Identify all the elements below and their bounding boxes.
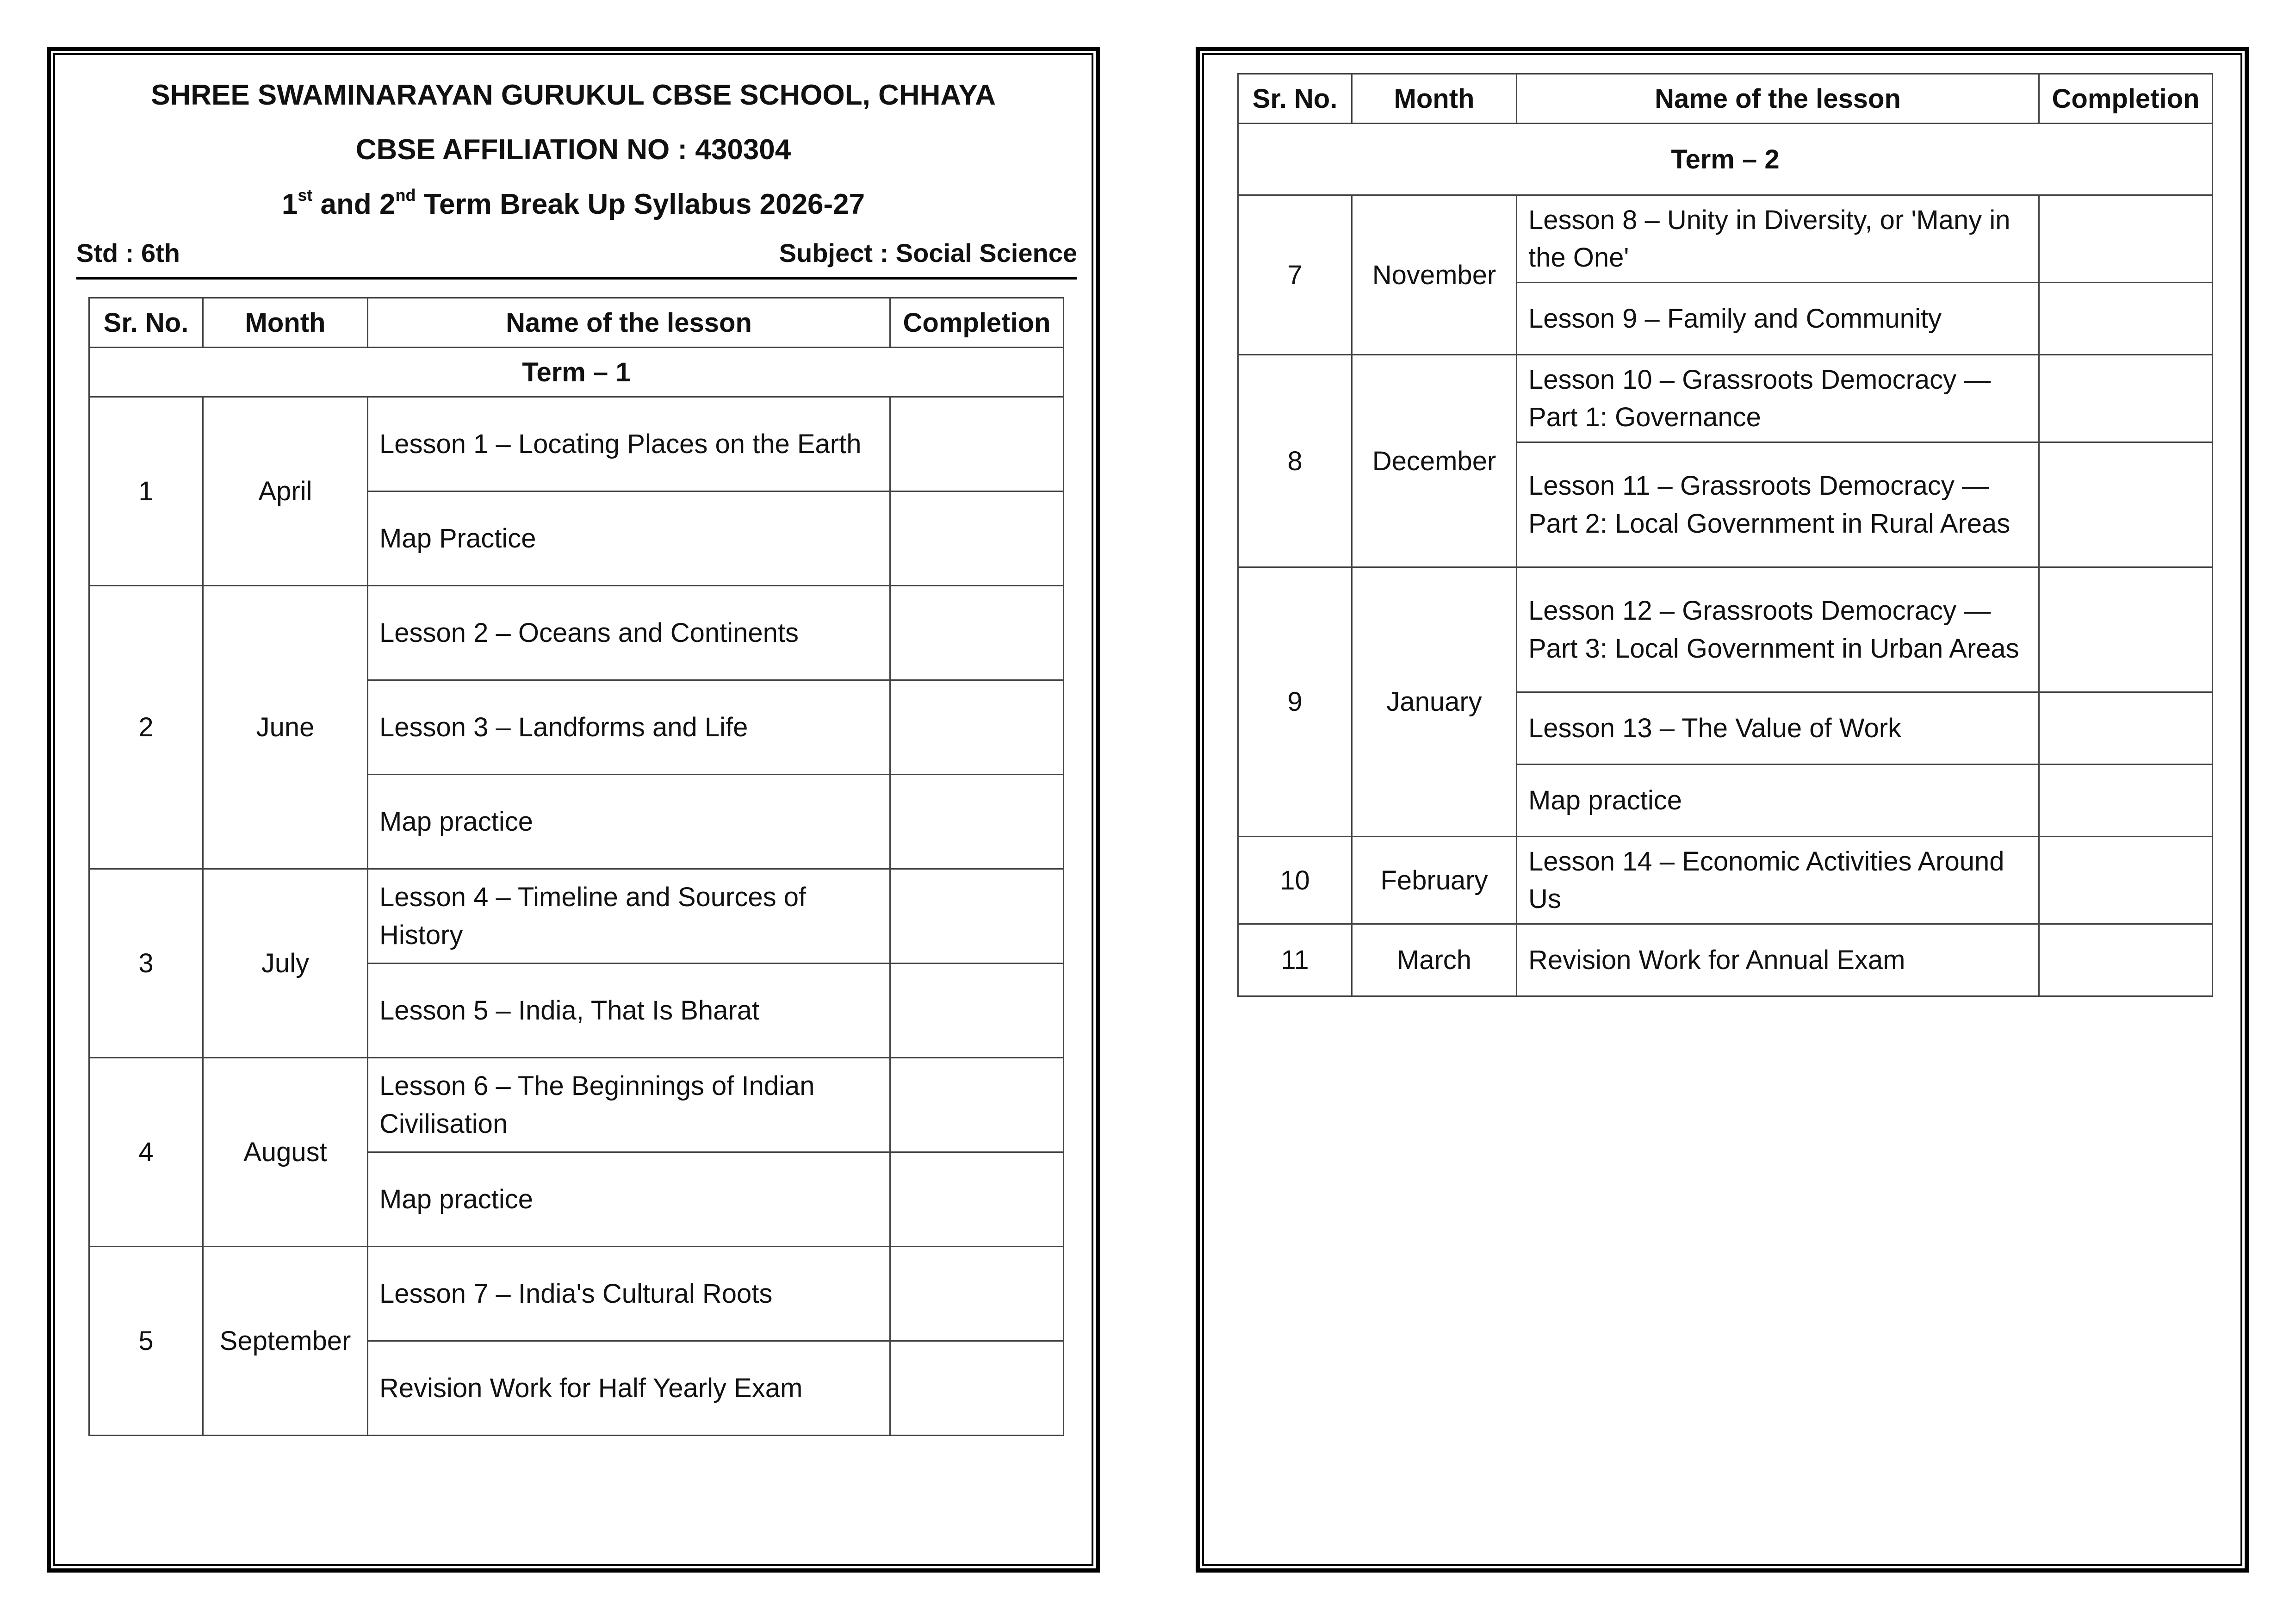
table-row	[89, 397, 1064, 491]
column-header-completion: Completion	[2039, 74, 2213, 124]
affiliation-number: CBSE AFFILIATION NO : 430304	[355, 134, 791, 166]
completion-cell[interactable]	[890, 1341, 1064, 1436]
lesson-cell: Lesson 9 – Family and Community	[1517, 283, 2039, 355]
table-row	[1238, 195, 2213, 283]
table-row	[89, 1247, 1064, 1341]
completion-cell[interactable]	[890, 1247, 1064, 1341]
completion-cell[interactable]	[2039, 442, 2213, 567]
lesson-cell: Lesson 6 – The Beginnings of Indian Civilisation	[368, 1058, 890, 1152]
month-cell: December	[1352, 355, 1517, 567]
completion-cell[interactable]	[890, 586, 1064, 680]
completion-cell[interactable]	[890, 869, 1064, 964]
table-row	[1238, 924, 2213, 996]
lesson-cell: Map practice	[368, 1152, 890, 1247]
std-label: Std : 6th	[76, 238, 180, 267]
completion-cell[interactable]	[890, 680, 1064, 775]
completion-cell[interactable]	[2039, 837, 2213, 924]
title-part: Term Break Up Syllabus 2026-27	[416, 188, 865, 220]
lesson-cell: Lesson 11 – Grassroots Democracy — Part 2: Local Government in Rural Areas	[1517, 442, 2039, 567]
sr-no-cell: 8	[1238, 355, 1352, 567]
title-part: and 2	[312, 188, 396, 220]
lesson-cell: Lesson 5 – India, That Is Bharat	[368, 964, 890, 1058]
month-cell: April	[203, 397, 368, 586]
column-header-lesson: Name of the lesson	[368, 298, 890, 348]
lesson-cell: Map Practice	[368, 491, 890, 586]
table-row	[1238, 355, 2213, 442]
sr-no-cell: 10	[1238, 837, 1352, 924]
completion-cell[interactable]	[2039, 283, 2213, 355]
lesson-cell: Lesson 2 – Oceans and Continents	[368, 586, 890, 680]
table-row	[1238, 567, 2213, 692]
lesson-cell: Revision Work for Annual Exam	[1517, 924, 2039, 996]
completion-cell[interactable]	[2039, 195, 2213, 283]
syllabus-title	[51, 188, 1096, 221]
term-label: Term – 2	[1238, 124, 2213, 195]
month-cell: March	[1352, 924, 1517, 996]
lesson-cell: Map practice	[1517, 765, 2039, 837]
syllabus-table-term1	[88, 297, 1064, 1436]
table-header-row	[1238, 74, 2213, 124]
syllabus-table-term2	[1237, 73, 2213, 997]
term-row	[89, 348, 1064, 397]
lesson-cell: Lesson 1 – Locating Places on the Earth	[368, 397, 890, 491]
lesson-cell: Revision Work for Half Yearly Exam	[368, 1341, 890, 1436]
table-row	[89, 586, 1064, 680]
sr-no-cell: 5	[89, 1247, 203, 1436]
lesson-cell: Lesson 12 – Grassroots Democracy — Part 3: Local Government in Urban Areas	[1517, 567, 2039, 692]
sr-no-cell: 11	[1238, 924, 1352, 996]
sr-no-cell: 3	[89, 869, 203, 1058]
month-cell: August	[203, 1058, 368, 1247]
lesson-cell: Lesson 4 – Timeline and Sources of History	[368, 869, 890, 964]
sr-no-cell: 7	[1238, 195, 1352, 355]
completion-cell[interactable]	[890, 491, 1064, 586]
lesson-cell: Lesson 3 – Landforms and Life	[368, 680, 890, 775]
month-cell: February	[1352, 837, 1517, 924]
lesson-cell: Map practice	[368, 775, 890, 869]
page-left	[47, 47, 1100, 1573]
month-cell: January	[1352, 567, 1517, 837]
table-row	[1238, 837, 2213, 924]
title-part: 1	[281, 188, 298, 220]
table-row	[89, 869, 1064, 964]
subject-label: Subject : Social Science	[779, 238, 1077, 267]
completion-cell[interactable]	[890, 964, 1064, 1058]
lesson-cell: Lesson 8 – Unity in Diversity, or 'Many in the One'	[1517, 195, 2039, 283]
completion-cell[interactable]	[2039, 692, 2213, 765]
month-cell: November	[1352, 195, 1517, 355]
lesson-cell: Lesson 14 – Economic Activities Around Us	[1517, 837, 2039, 924]
completion-cell[interactable]	[890, 775, 1064, 869]
sr-no-cell: 4	[89, 1058, 203, 1247]
completion-cell[interactable]	[2039, 765, 2213, 837]
title-sup: st	[298, 186, 313, 205]
completion-cell[interactable]	[890, 397, 1064, 491]
sr-no-cell: 1	[89, 397, 203, 586]
sr-no-cell: 9	[1238, 567, 1352, 837]
completion-cell[interactable]	[2039, 567, 2213, 692]
month-cell: June	[203, 586, 368, 869]
school-name: SHREE SWAMINARAYAN GURUKUL CBSE SCHOOL, CHHAYA	[151, 79, 996, 111]
column-header-month: Month	[1352, 74, 1517, 124]
table-header-row	[89, 298, 1064, 348]
column-header-sr-no: Sr. No.	[1238, 74, 1352, 124]
column-header-lesson: Name of the lesson	[1517, 74, 2039, 124]
month-cell: July	[203, 869, 368, 1058]
completion-cell[interactable]	[2039, 924, 2213, 996]
term-row	[1238, 124, 2213, 195]
page-right	[1196, 47, 2249, 1573]
month-cell: September	[203, 1247, 368, 1436]
lesson-cell: Lesson 7 – India's Cultural Roots	[368, 1247, 890, 1341]
lesson-cell: Lesson 10 – Grassroots Democracy — Part 1: Governance	[1517, 355, 2039, 442]
lesson-cell: Lesson 13 – The Value of Work	[1517, 692, 2039, 765]
meta-row	[76, 238, 1077, 280]
column-header-month: Month	[203, 298, 368, 348]
column-header-completion: Completion	[890, 298, 1064, 348]
column-header-sr-no: Sr. No.	[89, 298, 203, 348]
table-row	[89, 1058, 1064, 1152]
title-sup: nd	[395, 186, 416, 205]
completion-cell[interactable]	[890, 1058, 1064, 1152]
term-label: Term – 1	[89, 348, 1064, 397]
completion-cell[interactable]	[2039, 355, 2213, 442]
sr-no-cell: 2	[89, 586, 203, 869]
completion-cell[interactable]	[890, 1152, 1064, 1247]
